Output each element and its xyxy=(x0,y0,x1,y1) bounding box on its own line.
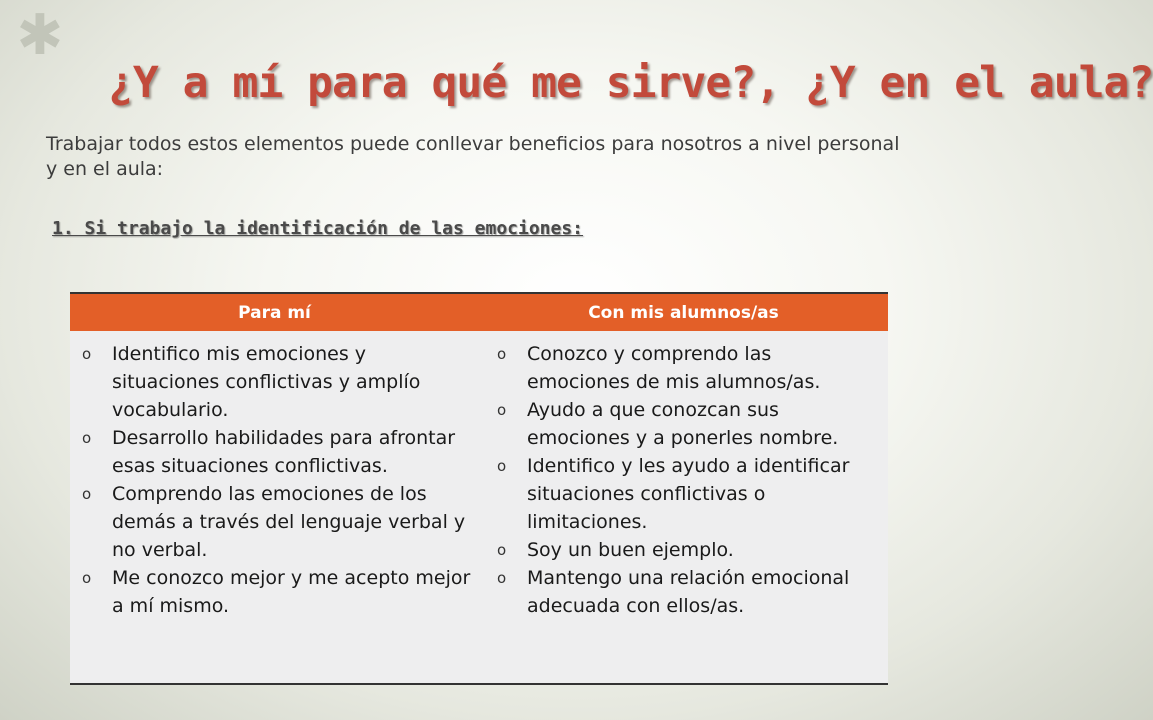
list-item xyxy=(497,564,876,620)
bullet-icon: o xyxy=(497,401,507,419)
benefits-table xyxy=(70,292,888,685)
bullet-icon: o xyxy=(497,569,507,587)
list-item-text: Ayudo a que conozcan sus emociones y a ponerles nombre. xyxy=(527,399,839,449)
column-header-alumnos: Con mis alumnos/as xyxy=(588,302,779,323)
bullet-icon: o xyxy=(497,541,507,559)
bullet-icon: o xyxy=(82,485,92,503)
list-item xyxy=(82,564,471,620)
column-alumnos xyxy=(479,340,888,620)
table-header-row xyxy=(70,294,888,331)
column-para-mi xyxy=(70,340,479,620)
bullet-icon: o xyxy=(497,457,507,475)
slide-title: ¿Y a mí para qué me sirve?, ¿Y en el aula? xyxy=(108,58,1153,108)
list-item xyxy=(497,396,876,452)
list-item xyxy=(82,340,471,424)
list-item-text: Soy un buen ejemplo. xyxy=(527,539,734,561)
list-item-text: Me conozco mejor y me acepto mejor a mí mismo. xyxy=(112,567,471,617)
right-list xyxy=(497,340,876,620)
list-item-text: Conozco y comprendo las emociones de mis alumnos/as. xyxy=(527,343,821,393)
column-header-para-mi: Para mí xyxy=(238,302,311,323)
list-item xyxy=(497,340,876,396)
list-item-text: Comprendo las emociones de los demás a través del lenguaje verbal y no verbal. xyxy=(112,483,466,561)
list-item xyxy=(497,536,876,564)
left-list xyxy=(82,340,471,620)
list-item-text: Identifico mis emociones y situaciones conflictivas y amplío vocabulario. xyxy=(112,343,421,421)
bullet-icon: o xyxy=(82,429,92,447)
intro-paragraph: Trabajar todos estos elementos puede conllevar beneficios para nosotros a nivel personal y en el aula: xyxy=(46,133,900,180)
list-item-text: Identifico y les ayudo a identificar situaciones conflictivas o limitaciones. xyxy=(527,455,850,533)
list-item xyxy=(497,452,876,536)
bullet-icon: o xyxy=(82,569,92,587)
list-item-text: Desarrollo habilidades para afrontar esas situaciones conflictivas. xyxy=(112,427,456,477)
star-icon: ✱ xyxy=(16,3,64,68)
section-heading: 1. Si trabajo la identificación de las emociones: xyxy=(52,218,584,239)
list-item xyxy=(82,480,471,564)
list-item xyxy=(82,424,471,480)
bullet-icon: o xyxy=(497,345,507,363)
bullet-icon: o xyxy=(82,345,92,363)
table-body xyxy=(70,331,888,620)
list-item-text: Mantengo una relación emocional adecuada con ellos/as. xyxy=(527,567,850,617)
